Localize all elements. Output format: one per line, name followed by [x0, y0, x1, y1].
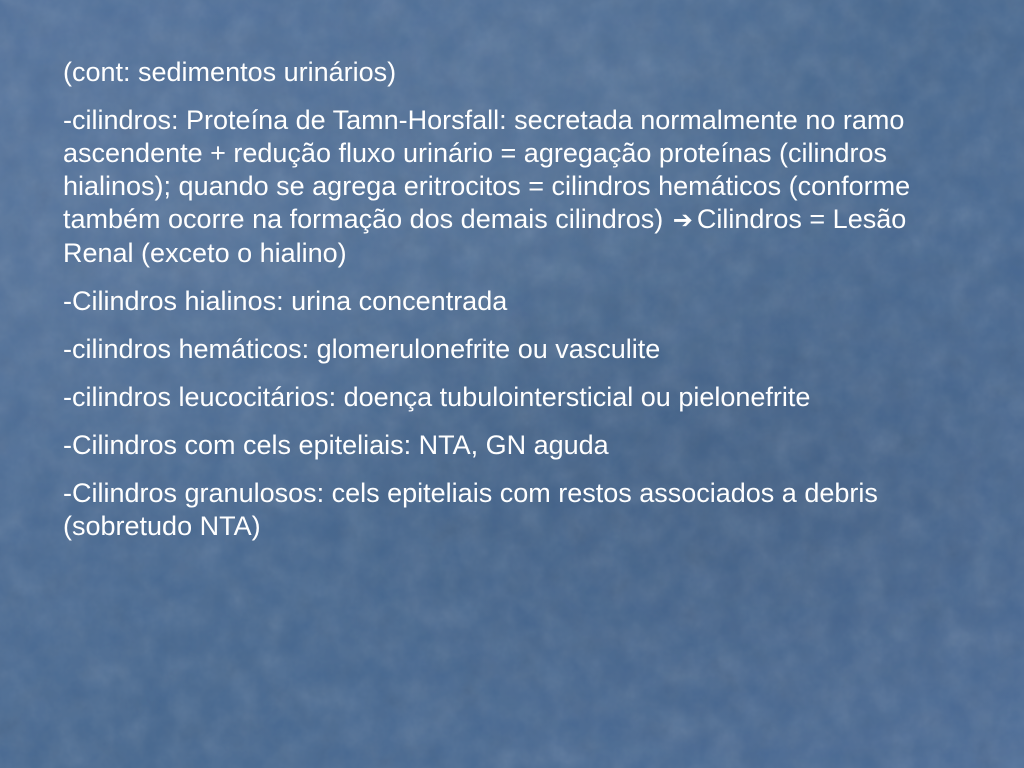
paragraph-granulosos: -Cilindros granulosos: cels epiteliais com restos associados a debris (sobretudo NTA): [63, 478, 878, 541]
paragraph-cont: (cont: sedimentos urinários): [63, 57, 397, 87]
paragraph-cilindros-definition: [63, 104, 983, 270]
paragraph-text-after-arrow: Cilindros = Lesão Renal (exceto o hialino): [63, 204, 907, 268]
slide-body: [63, 56, 983, 558]
paragraph-text-before-arrow: -cilindros: Proteína de Tamn-Horsfall: secretada normalmente no ramo ascendente + redução fluxo urinário = agregação proteínas (cilindros hialinos); quando se agrega eritrocitos = cilindros hemáticos (conforme também ocorre na formação dos demais cilindros): [63, 105, 911, 234]
paragraph-epiteliais: -Cilindros com cels epiteliais: NTA, GN aguda: [63, 430, 609, 460]
paragraph-leucocitarios: -cilindros leucocitários: doença tubulointersticial ou pielonefrite: [63, 382, 811, 412]
paragraph-hialinos: -Cilindros hialinos: urina concentrada: [63, 286, 508, 316]
arrow-right-icon: ➔: [672, 206, 693, 234]
paragraph-hematicos: -cilindros hemáticos: glomerulonefrite ou vasculite: [63, 334, 661, 364]
